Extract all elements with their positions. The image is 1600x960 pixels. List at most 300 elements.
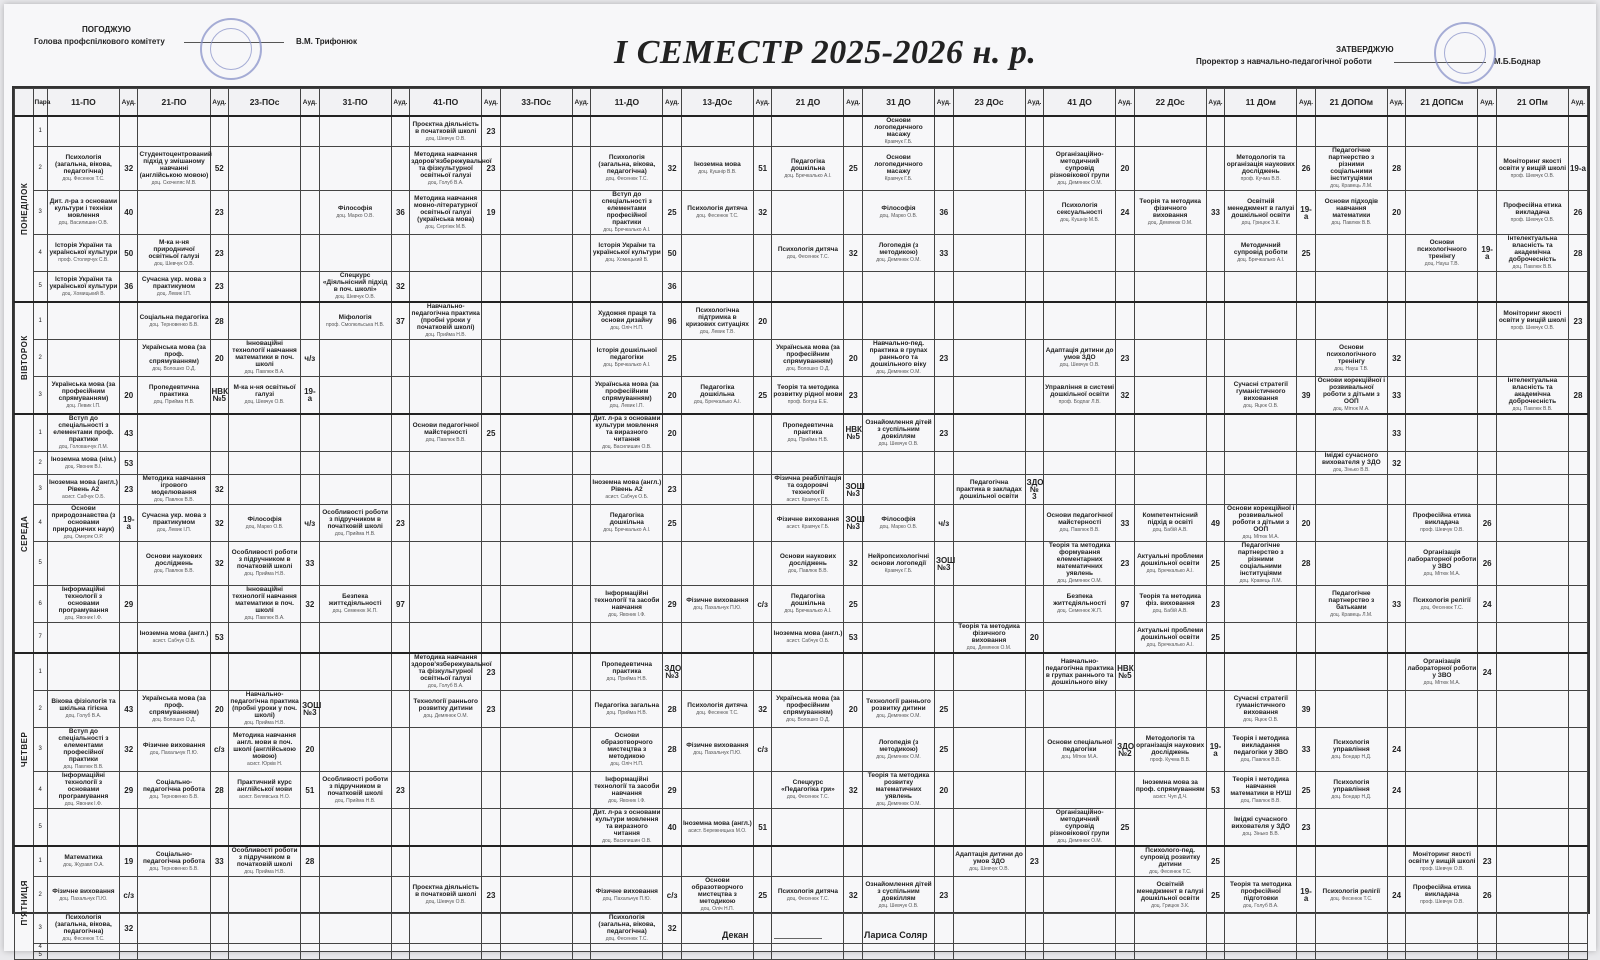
teacher-name: доц. Голуб В.А. xyxy=(65,713,102,719)
subject-name: Українська мова (за професійним спрямуванням) xyxy=(51,380,116,402)
room-cell: ч/з xyxy=(935,505,954,542)
class-cell xyxy=(772,952,844,960)
teacher-name: доц. Волошко О.Д. xyxy=(786,365,830,372)
header-row xyxy=(15,89,1588,117)
teacher-name: доц. Павлюк В.В. xyxy=(154,497,194,503)
room-cell: 33 xyxy=(301,542,320,586)
room-cell: ЗОШ №3 xyxy=(844,475,863,505)
class-cell xyxy=(1225,586,1297,623)
subject-name: Психологія (загальна, вікова, педагогічна) xyxy=(55,154,112,175)
teacher-name: доц. Павлюк В.В. xyxy=(1512,264,1553,270)
class-cell xyxy=(319,505,391,542)
room-cell: 49 xyxy=(1206,505,1225,542)
teacher-name: доц. Прийма Н.В. xyxy=(334,530,376,537)
subject-name: Особливості роботи з підручником в початковій школі xyxy=(322,508,389,530)
class-cell xyxy=(1315,846,1387,877)
room-cell xyxy=(1297,272,1316,303)
room-cell xyxy=(1568,653,1587,691)
class-cell xyxy=(410,272,482,303)
room-cell xyxy=(210,653,229,691)
room-cell: 23 xyxy=(1116,340,1135,377)
teacher-name: доц. Василишин О.В. xyxy=(58,220,109,226)
room-cell: 40 xyxy=(119,191,138,235)
teacher-name: доц. Оліч Н.П. xyxy=(610,760,644,767)
class-cell xyxy=(591,691,663,728)
room-cell: 39 xyxy=(1297,691,1316,728)
class-cell xyxy=(47,116,119,147)
class-cell xyxy=(1225,377,1297,415)
table-row xyxy=(15,272,1588,303)
teacher-name: доц. Левик І.П. xyxy=(156,290,192,297)
class-cell xyxy=(1406,728,1478,772)
class-cell xyxy=(500,691,572,728)
class-cell xyxy=(1406,653,1478,691)
room-cell xyxy=(1025,272,1044,303)
subject-name: Основи психологічного тренінгу xyxy=(1326,343,1377,365)
room-cell xyxy=(301,653,320,691)
class-cell xyxy=(953,542,1025,586)
room-cell: 51 xyxy=(753,809,772,847)
class-cell xyxy=(1315,653,1387,691)
room-cell xyxy=(935,846,954,877)
subject-name: Іміджі сучасного вихователя у ЗДО xyxy=(1231,816,1291,830)
class-cell xyxy=(772,809,844,847)
room-cell: 25 xyxy=(1206,877,1225,914)
room-cell: 43 xyxy=(119,414,138,452)
class-cell xyxy=(229,302,301,340)
room-cell: 33 xyxy=(1387,586,1406,623)
room-cell xyxy=(1116,302,1135,340)
subject-name: Фізичне виховання xyxy=(142,742,206,749)
class-cell xyxy=(1134,272,1206,303)
table-row xyxy=(15,772,1588,809)
room-cell: 20 xyxy=(210,691,229,728)
room-cell: 20 xyxy=(1116,147,1135,191)
room-cell: 19-а xyxy=(301,377,320,415)
class-cell xyxy=(138,542,210,586)
class-cell xyxy=(1225,952,1297,960)
class-cell xyxy=(138,691,210,728)
room-cell: 20 xyxy=(844,340,863,377)
class-cell xyxy=(953,623,1025,654)
class-cell xyxy=(1044,235,1116,272)
room-cell: 50 xyxy=(663,235,682,272)
subject-name: Українська мова (за професійним спрямуванням) xyxy=(776,694,840,716)
class-cell xyxy=(229,623,301,654)
class-cell xyxy=(138,952,210,960)
class-cell xyxy=(410,505,482,542)
teacher-name: доц. Яцюк О.В. xyxy=(1243,716,1279,723)
class-cell xyxy=(138,235,210,272)
class-cell xyxy=(1044,846,1116,877)
teacher-name: Кравчук Г.Б. xyxy=(884,176,913,182)
subject-name: Українська мова (за професійним спрямуванням) xyxy=(776,343,840,365)
room-cell: с/з xyxy=(753,586,772,623)
subject-name: Проєктна діяльність в початковій школі xyxy=(412,884,479,898)
class-cell xyxy=(1406,302,1478,340)
class-cell xyxy=(138,653,210,691)
class-cell xyxy=(862,191,934,235)
teacher-name: доц. Волошко О.Д. xyxy=(152,365,196,372)
room-cell: 97 xyxy=(1116,586,1135,623)
room-cell: 32 xyxy=(119,914,138,944)
room-cell xyxy=(1478,952,1497,960)
class-cell xyxy=(953,414,1025,452)
room-cell xyxy=(1116,452,1135,475)
teacher-name: доц. Демянюк О.М. xyxy=(1057,179,1102,186)
room-cell xyxy=(391,340,410,377)
class-cell xyxy=(681,414,753,452)
class-cell xyxy=(1134,691,1206,728)
teacher-name: асист. Кравчук Г.Б. xyxy=(786,523,830,530)
class-cell xyxy=(229,191,301,235)
class-cell xyxy=(953,877,1025,914)
class-cell xyxy=(862,377,934,415)
class-cell xyxy=(1044,340,1116,377)
room-cell xyxy=(482,235,501,272)
subject-name: Педагогічне партнерство з різними соціальними інституціями xyxy=(1237,542,1284,577)
class-cell xyxy=(1315,147,1387,191)
class-cell xyxy=(953,235,1025,272)
room-column-header: Ауд. xyxy=(1116,89,1135,117)
subject-name: Основи образотворчого мистецтва з методикою xyxy=(691,877,744,905)
class-cell xyxy=(591,505,663,542)
class-cell xyxy=(772,116,844,147)
room-cell xyxy=(1387,475,1406,505)
subject-name: Вступ до спеціальності з елементами проф. практики xyxy=(53,415,114,443)
class-cell xyxy=(229,475,301,505)
room-cell: 20 xyxy=(844,691,863,728)
table-row xyxy=(15,191,1588,235)
room-cell: 32 xyxy=(844,235,863,272)
subject-name: Дит. л-ра з основами культури мовлення та виразного читання xyxy=(593,809,661,837)
room-cell xyxy=(572,414,591,452)
class-cell xyxy=(138,116,210,147)
room-cell: 29 xyxy=(119,586,138,623)
class-cell xyxy=(410,191,482,235)
teacher-name: доц. Фесенюк Т.С. xyxy=(605,176,648,182)
room-cell xyxy=(1206,302,1225,340)
room-cell: 36 xyxy=(663,272,682,303)
room-cell xyxy=(119,542,138,586)
teacher-name: доц. Волошко О.Д. xyxy=(786,716,830,723)
class-cell xyxy=(1044,809,1116,847)
teacher-name: доц. Павлюк В.В. xyxy=(425,437,466,443)
class-cell xyxy=(1225,340,1297,377)
class-cell xyxy=(772,452,844,475)
class-cell xyxy=(1496,475,1568,505)
room-cell: 24 xyxy=(1387,877,1406,914)
room-cell xyxy=(1116,623,1135,654)
teacher-name: доц. Левик І.П. xyxy=(66,402,101,409)
pair-number: 4 xyxy=(33,505,47,542)
pair-number: 4 xyxy=(33,235,47,272)
class-cell xyxy=(1044,542,1116,586)
room-cell xyxy=(391,452,410,475)
class-cell xyxy=(229,846,301,877)
room-column-header: Ауд. xyxy=(935,89,954,117)
room-cell xyxy=(1025,414,1044,452)
subject-name: Українська мова (за проф. спрямуванням) xyxy=(142,694,206,716)
class-cell xyxy=(1406,691,1478,728)
room-cell xyxy=(210,586,229,623)
room-cell: ЗОШ №3 xyxy=(844,505,863,542)
teacher-name: доц. Демянюк О.М. xyxy=(876,713,921,719)
class-cell xyxy=(1044,191,1116,235)
class-cell xyxy=(500,147,572,191)
room-cell xyxy=(1025,542,1044,586)
subject-name: Художня праця та основи дизайну xyxy=(597,310,656,324)
class-cell xyxy=(862,116,934,147)
teacher-name: доц. Терновенко Б.В. xyxy=(149,321,199,328)
pair-number: 1 xyxy=(33,653,47,691)
subject-name: Іноземна мова (англ.) xyxy=(682,819,752,827)
room-cell xyxy=(1387,116,1406,147)
room-cell xyxy=(391,728,410,772)
room-cell xyxy=(1297,414,1316,452)
class-cell xyxy=(1044,772,1116,809)
class-cell xyxy=(953,452,1025,475)
class-cell xyxy=(681,147,753,191)
room-cell: ЗДО № 3 xyxy=(1025,475,1044,505)
subject-name: Безпека життєдіяльності xyxy=(1053,593,1107,607)
room-cell xyxy=(1297,452,1316,475)
room-cell xyxy=(1478,116,1497,147)
table-row xyxy=(15,653,1588,691)
class-cell xyxy=(1134,235,1206,272)
subject-name: Основи педагогічної майстерності xyxy=(412,422,479,436)
subject-name: Психологія дитяча xyxy=(777,887,839,895)
teacher-name: доц. Терновенко Б.В. xyxy=(149,794,199,800)
room-cell xyxy=(1568,952,1587,960)
teacher-name: доц. Кравець Л.М. xyxy=(1239,578,1282,584)
room-cell: 25 xyxy=(935,691,954,728)
room-cell xyxy=(482,377,501,415)
room-column-header: Ауд. xyxy=(1206,89,1225,117)
room-cell xyxy=(1297,475,1316,505)
room-cell xyxy=(844,191,863,235)
room-cell xyxy=(1478,475,1497,505)
class-cell xyxy=(1134,302,1206,340)
page-title: I СЕМЕСТР 2025-2026 н. р. xyxy=(614,34,1037,71)
room-column-header: Ауд. xyxy=(663,89,682,117)
room-cell xyxy=(1478,377,1497,415)
room-cell xyxy=(210,877,229,914)
teacher-name: доц. Павлюк В.В. xyxy=(1512,406,1553,412)
round-seal-icon xyxy=(1434,22,1496,84)
room-cell xyxy=(210,116,229,147)
room-cell xyxy=(935,452,954,475)
group-column-header: 21 ОПм xyxy=(1496,89,1568,117)
class-cell xyxy=(1315,877,1387,914)
pair-number: 5 xyxy=(33,542,47,586)
subject-name: Основи педагогічної майстерності xyxy=(1046,512,1113,526)
class-cell xyxy=(1315,452,1387,475)
schedule-table xyxy=(14,88,1588,960)
class-cell xyxy=(681,809,753,847)
teacher-name: доц. Шевчук О.В. xyxy=(244,399,285,405)
subject-name: Соціальна педагогіка xyxy=(139,313,209,321)
teacher-name: доц. Василишин О.В. xyxy=(602,444,652,450)
room-cell: 23 xyxy=(482,147,501,191)
group-column-header: 31-ПО xyxy=(319,89,391,117)
subject-name: Українська мова (за професійним спрямуванням) xyxy=(595,380,659,402)
pair-number: 1 xyxy=(33,846,47,877)
class-cell xyxy=(1496,691,1568,728)
class-cell xyxy=(681,377,753,415)
room-cell xyxy=(301,235,320,272)
subject-name: Вікова фізіологія та шкільна гігієна xyxy=(51,698,116,712)
round-seal-icon xyxy=(200,18,262,80)
class-cell xyxy=(772,302,844,340)
teacher-name: доц. Павлюк В.В. xyxy=(787,567,828,574)
room-cell xyxy=(935,623,954,654)
room-cell xyxy=(844,116,863,147)
room-cell xyxy=(1025,116,1044,147)
subject-name: Фізичне виховання xyxy=(686,742,749,749)
teacher-name: доц. Бондар Н.Д. xyxy=(1331,794,1372,800)
room-cell: 33 xyxy=(210,846,229,877)
teacher-name: доц. Хомицький В. xyxy=(61,290,105,297)
room-column-header: Ауд. xyxy=(572,89,591,117)
class-cell xyxy=(319,272,391,303)
room-cell: 28 xyxy=(210,302,229,340)
class-cell xyxy=(1225,302,1297,340)
subject-name: Професійна етика викладача xyxy=(1503,201,1562,216)
teacher-name: проф. Кучма В.В. xyxy=(1150,757,1191,763)
subject-name: Теорія та методика фіз. виховання xyxy=(1139,593,1201,607)
room-cell xyxy=(301,302,320,340)
room-cell: 53 xyxy=(210,623,229,654)
group-column-header: 21 ДОПСм xyxy=(1406,89,1478,117)
class-cell xyxy=(591,191,663,235)
class-cell xyxy=(953,377,1025,415)
class-cell xyxy=(953,846,1025,877)
subject-name: Основи спеціальної педагогіки xyxy=(1047,738,1113,753)
teacher-name: доц. Бречкалько А.І. xyxy=(1146,567,1194,574)
teacher-name: проф. Шевчук О.В. xyxy=(1420,899,1464,905)
class-cell xyxy=(1134,475,1206,505)
class-cell xyxy=(138,846,210,877)
subject-name: Методика навчання ігрового моделювання xyxy=(142,475,206,496)
teacher-name: доц. Демянюк О.М. xyxy=(966,645,1012,651)
room-cell xyxy=(391,377,410,415)
class-cell xyxy=(1496,772,1568,809)
class-cell xyxy=(591,586,663,623)
room-cell: 50 xyxy=(119,235,138,272)
room-cell xyxy=(1478,340,1497,377)
room-cell: 97 xyxy=(391,586,410,623)
class-cell xyxy=(772,191,844,235)
class-cell xyxy=(1496,414,1568,452)
room-cell xyxy=(844,653,863,691)
class-cell xyxy=(772,877,844,914)
room-cell: 24 xyxy=(1387,772,1406,809)
room-cell xyxy=(301,877,320,914)
room-cell xyxy=(1568,542,1587,586)
room-cell xyxy=(1297,586,1316,623)
class-cell xyxy=(1134,586,1206,623)
class-cell xyxy=(953,809,1025,847)
room-cell: 23 xyxy=(210,272,229,303)
subject-name: Фізичне виховання xyxy=(52,887,115,895)
subject-name: Історія дошкільної педагогіки xyxy=(596,347,657,361)
room-cell: 25 xyxy=(1297,772,1316,809)
room-cell: 29 xyxy=(119,772,138,809)
teacher-name: доц. Явоник І.Ф. xyxy=(64,801,103,807)
class-cell xyxy=(1315,475,1387,505)
approval-left-role: Голова профспілкового комітету xyxy=(34,37,165,46)
room-cell xyxy=(572,952,591,960)
class-cell xyxy=(862,475,934,505)
class-cell xyxy=(138,505,210,542)
room-cell xyxy=(1568,846,1587,877)
room-cell xyxy=(301,452,320,475)
room-cell xyxy=(482,505,501,542)
room-column-header: Ауд. xyxy=(391,89,410,117)
class-cell xyxy=(410,542,482,586)
approval-left xyxy=(34,24,357,48)
room-cell xyxy=(1116,414,1135,452)
room-cell xyxy=(391,691,410,728)
subject-name: Сучасні стратегії гуманістичного виховання xyxy=(1233,694,1288,716)
room-cell: 26 xyxy=(1478,877,1497,914)
class-cell xyxy=(591,414,663,452)
subject-name: Моніторинг якості освіти у вищій школі xyxy=(1498,310,1566,324)
room-column-header: Ауд. xyxy=(119,89,138,117)
class-cell xyxy=(591,728,663,772)
subject-name: Логопедія (з методикою) xyxy=(878,738,919,753)
pair-number: 2 xyxy=(33,452,47,475)
teacher-name: доц. Шевчук О.В. xyxy=(878,440,919,447)
class-cell xyxy=(47,475,119,505)
pair-number: 3 xyxy=(33,377,47,415)
class-cell xyxy=(229,877,301,914)
room-cell: 20 xyxy=(1387,191,1406,235)
room-cell xyxy=(572,147,591,191)
room-cell xyxy=(1568,452,1587,475)
room-cell xyxy=(753,846,772,877)
class-cell xyxy=(229,452,301,475)
class-cell xyxy=(138,452,210,475)
room-cell xyxy=(1025,302,1044,340)
teacher-name: доц. Явоник І.Ф. xyxy=(608,797,646,804)
room-cell xyxy=(572,191,591,235)
room-cell xyxy=(844,846,863,877)
room-cell xyxy=(753,542,772,586)
room-cell: 25 xyxy=(482,414,501,452)
class-cell xyxy=(953,728,1025,772)
room-cell: 28 xyxy=(1568,235,1587,272)
teacher-name: доц. Бречкалько А.І. xyxy=(784,608,832,614)
class-cell xyxy=(229,377,301,415)
teacher-name: проф. Смолюльська Н.В. xyxy=(326,321,385,328)
room-cell: 32 xyxy=(753,691,772,728)
class-cell xyxy=(1406,542,1478,586)
subject-name: Освітній менеджмент в галузі дошкільної освіти xyxy=(1227,198,1295,219)
subject-name: Особливості роботи з підручником в початковій школі xyxy=(322,775,389,797)
class-cell xyxy=(500,809,572,847)
room-cell xyxy=(1478,728,1497,772)
class-cell xyxy=(591,272,663,303)
class-cell xyxy=(1225,505,1297,542)
room-cell: 19 xyxy=(482,191,501,235)
teacher-name: доц. Явоник І.Ф. xyxy=(608,611,646,618)
room-cell xyxy=(119,809,138,847)
room-cell: 53 xyxy=(844,623,863,654)
room-cell xyxy=(482,952,501,960)
room-cell: 29 xyxy=(663,772,682,809)
